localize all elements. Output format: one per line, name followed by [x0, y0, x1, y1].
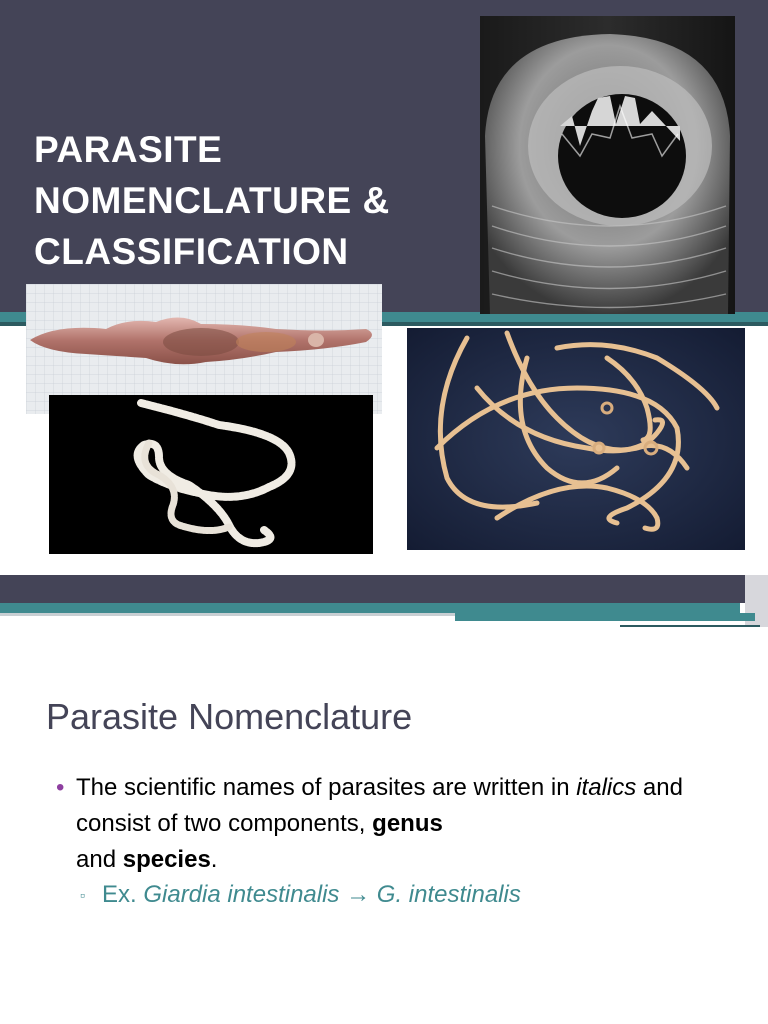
bullet-part1: The scientific names of parasites are written in [76, 774, 577, 801]
hookworm-mouth-image [480, 16, 735, 314]
divider-shadow [0, 613, 455, 616]
bullet-italic-word: italics [576, 774, 637, 801]
title-line-3: CLASSIFICATION [34, 231, 349, 272]
bullet-bold-species: species [122, 846, 211, 873]
sub-bullet-marker: ▫ [80, 887, 85, 903]
tapeworm-image [49, 395, 373, 554]
divider-dark-band [0, 575, 768, 603]
bullet-part3: and [76, 846, 123, 873]
slide-title [34, 124, 474, 277]
divider-thin-line [620, 625, 760, 627]
sub-bullet-full-name: Giardia intestinalis [143, 881, 340, 908]
title-line-1: PARASITE [34, 129, 223, 170]
roundworms-image [407, 328, 745, 550]
slide-heading: Parasite Nomenclature [46, 696, 413, 737]
title-line-2: NOMENCLATURE & [34, 180, 390, 221]
divider-teal-stripe-2 [455, 613, 755, 621]
content-slide [0, 650, 768, 1024]
bullet-bold-genus: genus [372, 810, 443, 837]
bullet-text [76, 770, 716, 878]
sub-bullet-prefix: Ex. [102, 881, 144, 908]
bullet-marker: • [56, 774, 65, 801]
bullet-part2: and consist of two components, [76, 774, 683, 837]
sub-bullet-text [102, 880, 521, 910]
sub-bullet-short-name: G. intestinalis [376, 881, 521, 908]
divider-teal-stripe [0, 603, 740, 613]
slide-divider [0, 575, 768, 635]
bullet-part4: . [210, 846, 218, 873]
sub-bullet-arrow: → [339, 881, 377, 908]
